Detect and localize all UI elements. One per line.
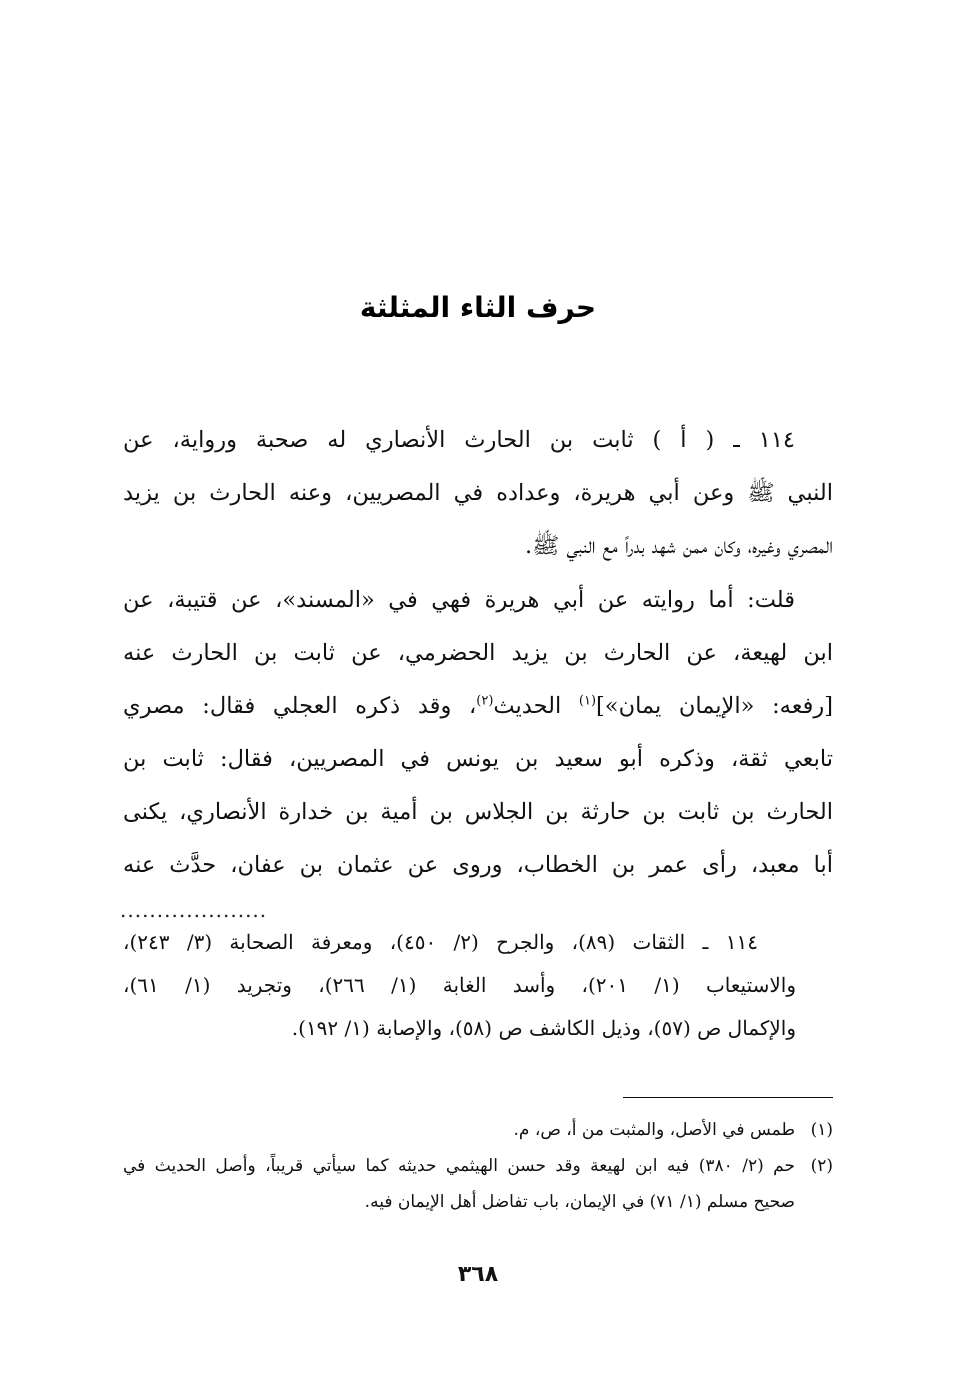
commentary-line: قلت: أما روايته عن أبي هريرة فهي في «المسند»، عن قتيبة، عن [123,587,795,613]
footnote-ref-1: (١) [578,693,597,709]
entry-line: المصري وغيره، وكان ممن شهد بدراً مع النبي ﷺ. [524,533,833,559]
commentary-text: الحديث [493,693,579,719]
footnote-2-continuation: صحيح مسلم (١/ ٧١) في الإيمان، باب تفاضل أهل الإيمان فيه. [364,1192,795,1212]
sources-block [123,921,796,1050]
footnote-rule [623,1097,833,1098]
sources-line: ١١٤ ـ الثقات (٨٩)، والجرح (٢/ ٤٥٠)، ومعرفة الصحابة (٣/ ٢٤٣)، [123,930,758,954]
commentary-line: الحارث بن ثابت بن حارثة بن الجلاس بن أمية بن خدارة الأنصاري، يكنى [123,799,833,825]
chapter-heading: حرف الثاء المثلثة [359,291,597,324]
footnote-2 [123,1148,833,1184]
sources-line: والإكمال ص (٥٧)، وذيل الكاشف ص (٥٨)، والإصابة (١/ ١٩٢). [291,1016,796,1040]
footnote-number: (٢) [810,1156,833,1176]
commentary-line: ابن لهيعة، عن الحارث بن يزيد الحضرمي، عن ثابت بن الحارث عنه [123,640,833,666]
dotted-separator: .................... [120,898,268,922]
commentary-line: أبا معبد، رأى عمر بن الخطاب، وروى عن عثمان بن عفان، حدَّث عنه [123,852,833,878]
entry-line: ١١٤ ـ ( أ ) ثابت بن الحارث الأنصاري له صحبة ورواية، عن [123,427,795,453]
footnote-1 [123,1112,833,1148]
entry-line: النبي ﷺ وعن أبي هريرة، وعداده في المصريين، وعنه الحارث بن يزيد [123,480,833,506]
sources-line: والاستيعاب (١/ ٢٠١)، وأسد الغابة (١/ ٢٦٦)، وتجريد (١/ ٦١)، [123,973,796,997]
commentary-line: تابعي ثقة، وذكره أبو سعيد بن يونس في المصريين، فقال: ثابت بن [123,746,833,772]
entry-paragraph [123,414,833,573]
footnotes [123,1112,833,1220]
footnote-text: حم (٢/ ٣٨٠) فيه ابن لهيعة وقد حسن الهيثمي حديثه كما سيأتي قريباً، وأصل الحديث في [123,1156,795,1176]
commentary-text: ، وقد ذكره العجلي فقال: مصري [123,693,477,719]
footnote-number: (١) [810,1120,833,1140]
footnote-text: طمس في الأصل، والمثبت من أ، ص، م. [513,1120,795,1140]
page-number: ٣٦٨ [457,1262,499,1287]
commentary-line [123,680,833,733]
commentary-paragraph [123,574,833,892]
footnote-ref-2: (٢) [476,693,494,709]
commentary-text: [رفعه: «الإيمان يمان»] [596,693,833,719]
